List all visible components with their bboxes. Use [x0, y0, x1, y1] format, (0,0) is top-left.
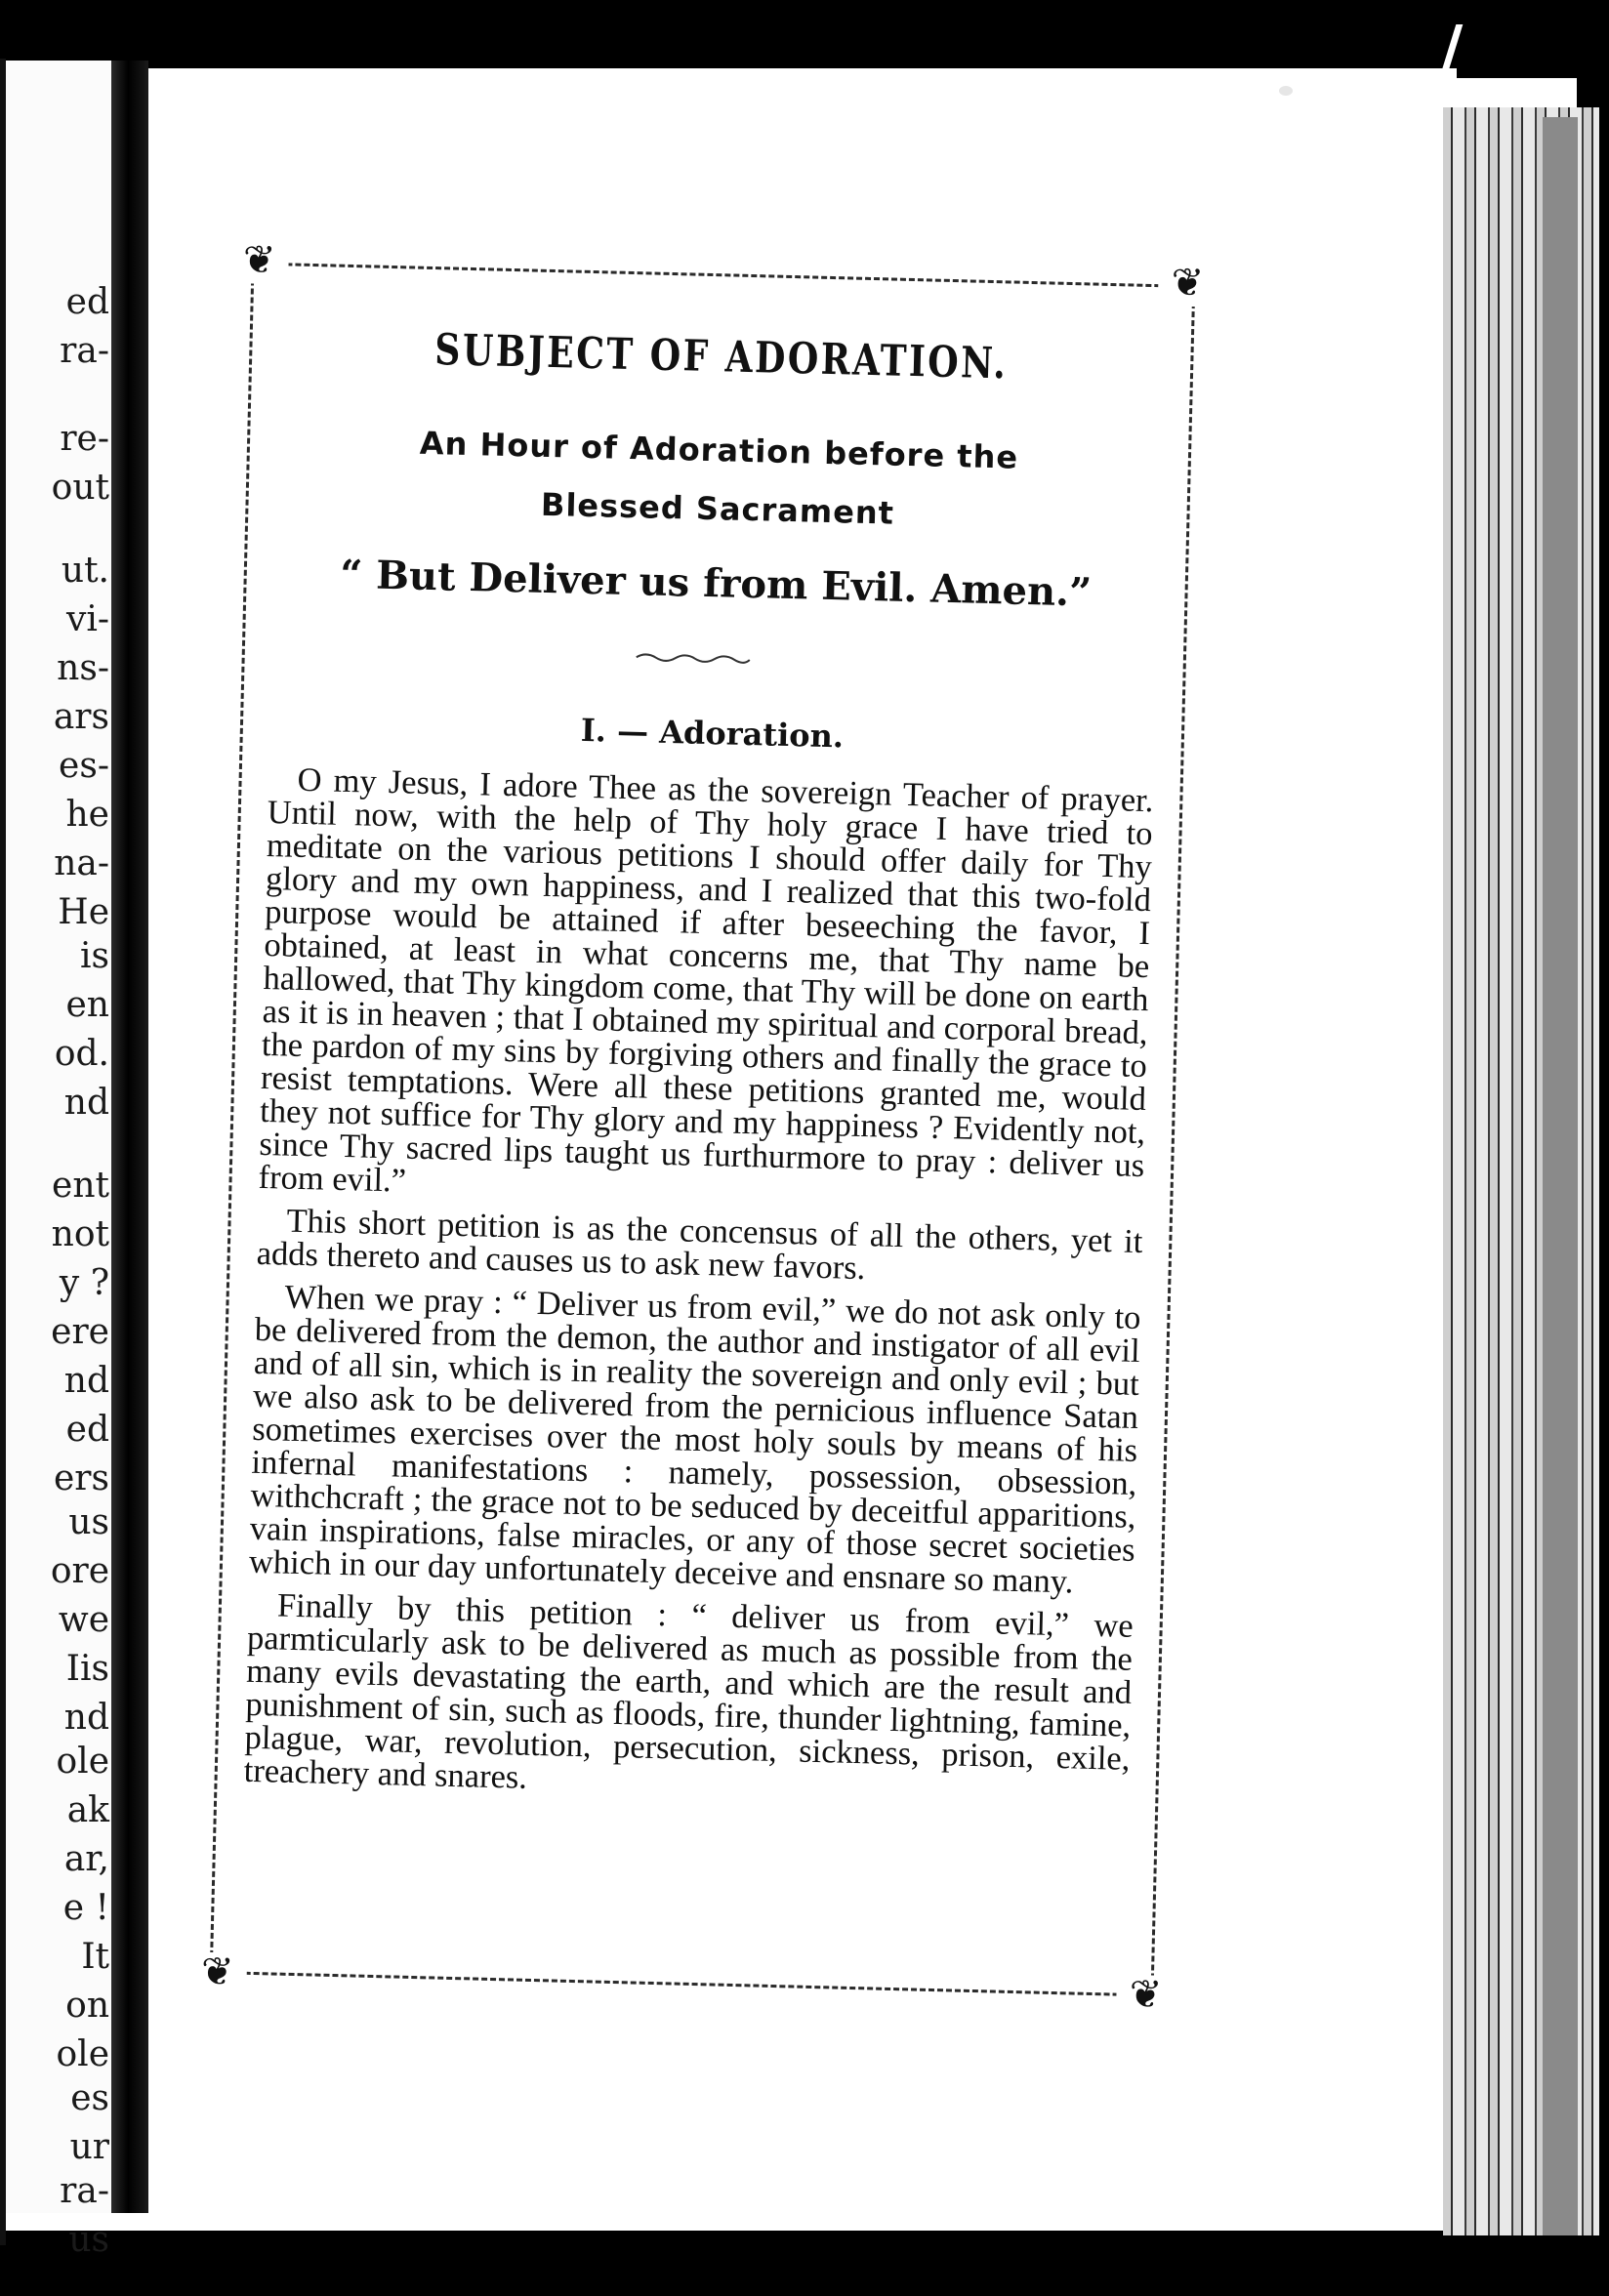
previous-page-line-fragment: Iis	[65, 1649, 109, 1689]
paragraph: When we pray : “ Deliver us from evil,” we do not ask only to be delivered from the demon, the author and instigator of all evil and of all sin, which is in reality the sovereign and only evil ; but we also ask to be delivered from the pernicious influence Satan sometimes exercises over the most holy souls by means of his infernal manifestations : namely, possession, obsession, withchcraft ; the grace not to be seduced by deceitful apparitions, vain inspirations, false miracles, or any of those secret societies which in our day unfortunately deceive and ensnare so many.	[248, 1278, 1141, 1601]
paragraph: O my Jesus, I adore Thee as the sovereign Teacher of prayer. Until now, with the help of Thy holy grace I have tried to meditate on the various petitions I should offer daily for Thy glory and my own happiness, and I realized that this two-fold purpose would be attained if after beseeching the favor, I obtained, at least in what concerns me, that Thy name be hallowed, that Thy kingdom come, that Thy will be done on earth as it is in heaven ; that I obtained my spiritual and corporal bread, the pardon of my sins by forgiving others and finally the grace to resist temptations. Were all these petitions granted me, would they not suffice for Thy glory and my happiness ? Evidently not, since Thy sacred lips taught us furthurmore to pray : deliver us from evil.”	[258, 760, 1154, 1200]
paragraph: This short petition is as the concensus of all the others, yet it adds thereto and causes us to ask new favors.	[256, 1202, 1143, 1288]
previous-page-line-fragment: ra-	[60, 331, 109, 371]
subtitle-line-1: An Hour of Adoration before the	[419, 424, 1019, 476]
previous-page-line-fragment: ut.	[61, 551, 109, 591]
previous-page-line-fragment: nd	[63, 1698, 109, 1738]
previous-page-line-fragment: ns-	[57, 648, 109, 688]
previous-page-line-fragment: on	[65, 1986, 109, 2026]
previous-page-line-fragment: we	[58, 1600, 109, 1640]
previous-page-line-fragment: ak	[66, 1790, 109, 1830]
previous-page-line-fragment: ers	[54, 1458, 109, 1498]
previous-page-line-fragment: us	[68, 2220, 109, 2260]
previous-page-line-fragment: re-	[60, 419, 109, 459]
corner-ornament-icon: ❦	[1158, 263, 1217, 307]
previous-page-line-fragment: od.	[54, 1034, 109, 1074]
previous-page-line-fragment: ore	[50, 1551, 109, 1591]
body-text	[243, 762, 1154, 1819]
scan-border-top	[0, 0, 1609, 78]
previous-page-line-fragment: ur	[69, 2127, 109, 2167]
dust-speck	[1279, 86, 1293, 96]
scan-border-bottom	[0, 2231, 1609, 2296]
page-stack-shade	[1543, 117, 1578, 2235]
previous-page-line-fragment: e !	[62, 1888, 109, 1928]
previous-page-fragment	[6, 61, 111, 2260]
previous-page-line-fragment: ole	[56, 1742, 109, 1782]
page-title: SUBJECT OF ADORATION.	[433, 325, 1009, 390]
previous-page-line-fragment: ed	[65, 1410, 109, 1450]
previous-page-line-fragment: He	[58, 892, 109, 932]
previous-page-line-fragment: y ?	[59, 1263, 109, 1303]
previous-page-line-fragment: nd	[63, 1083, 109, 1123]
previous-page-line-fragment: es-	[59, 746, 109, 786]
corner-ornament-icon: ❦	[187, 1951, 247, 1995]
pencil-mark: /	[1435, 8, 1464, 103]
previous-page-line-fragment: ed	[65, 282, 109, 322]
scripture-quote: “ But Deliver us from Evil. Amen.”	[339, 551, 1093, 616]
previous-page-line-fragment: It	[81, 1937, 109, 1977]
previous-page-line-fragment: is	[80, 936, 109, 976]
paragraph: Finally by this petition : “ deliver us from evil,” we parmticularly ask to be delivered as much as possible from the many evils devastating the earth, and which are the result and punishment of sin, such as floods, fire, thunder lightning, famine, plague, war, revolution, persecution, sickness, prison, exile, treachery and snares.	[243, 1586, 1135, 1796]
book-gutter	[111, 61, 148, 2213]
section-heading: I. — Adoration.	[580, 711, 845, 756]
corner-ornament-icon: ❦	[229, 240, 289, 284]
previous-page-line-fragment: ere	[51, 1312, 109, 1352]
previous-page-line-fragment: ra-	[60, 2171, 109, 2211]
previous-page-line-fragment: ole	[56, 2034, 109, 2074]
previous-page-line-fragment: na-	[54, 843, 109, 883]
decorative-rule	[635, 650, 752, 667]
previous-page-line-fragment: ent	[52, 1166, 109, 1206]
previous-page-line-fragment: out	[51, 468, 109, 508]
previous-page-line-fragment: us	[68, 1502, 109, 1542]
previous-page-line-fragment: vi-	[65, 599, 109, 639]
previous-page-line-fragment: not	[51, 1214, 109, 1254]
previous-page-line-fragment: nd	[63, 1361, 109, 1401]
subtitle-line-2: Blessed Sacrament	[540, 485, 895, 532]
corner-ornament-icon: ❦	[1116, 1975, 1176, 2019]
previous-page-line-fragment: ar,	[63, 1839, 109, 1879]
previous-page-line-fragment: he	[65, 795, 109, 835]
ornamental-frame	[191, 237, 1213, 2018]
previous-page-line-fragment: ars	[53, 697, 109, 737]
previous-page-line-fragment: en	[65, 985, 109, 1025]
previous-page-line-fragment: es	[70, 2078, 109, 2118]
